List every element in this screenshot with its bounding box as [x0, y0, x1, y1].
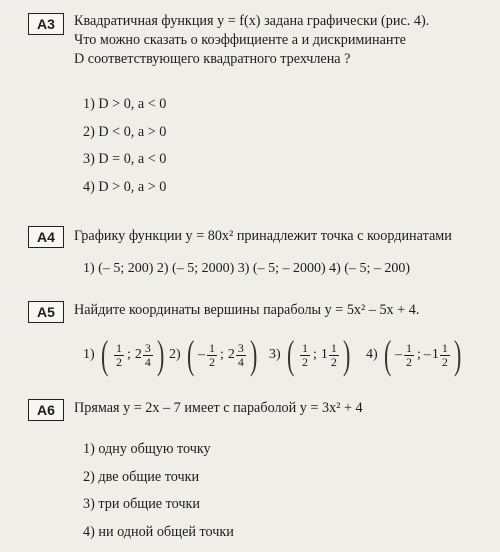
task-tag: A4 — [28, 226, 64, 248]
answer-option[interactable]: 3) D = 0, a < 0 — [83, 151, 167, 167]
answer-option[interactable]: 1) D > 0, a < 0 — [83, 96, 167, 112]
whole-part: 1 — [431, 347, 439, 362]
right-paren: ) — [342, 332, 351, 377]
sign: – — [198, 347, 205, 362]
numerator: 1 — [209, 340, 215, 355]
answer-option[interactable]: 3) три общие точки — [83, 496, 201, 512]
answer-option[interactable]: 4) ни одной общей точки — [83, 523, 234, 540]
fraction — [236, 342, 246, 369]
whole-part: 1 — [320, 347, 328, 362]
numerator: 1 — [116, 340, 122, 355]
denominator: 2 — [441, 354, 448, 369]
option-number: 4) — [366, 347, 378, 362]
numerator: 1 — [330, 340, 337, 355]
fraction — [404, 342, 414, 369]
answer-option[interactable] — [83, 333, 167, 377]
right-paren: ) — [156, 332, 165, 377]
mixed-number — [135, 342, 154, 369]
denominator: 2 — [209, 354, 215, 369]
numerator: 3 — [144, 340, 151, 355]
separator: ; — [220, 347, 224, 362]
fraction — [207, 342, 217, 369]
fraction — [329, 342, 339, 369]
numerator: 1 — [441, 340, 448, 355]
answer-option[interactable] — [169, 333, 260, 377]
denominator: 2 — [406, 354, 412, 369]
whole-part: 2 — [134, 347, 142, 362]
option-number: 1) — [83, 347, 95, 362]
option-number: 2) — [169, 347, 181, 362]
task-tag: A6 — [28, 399, 64, 421]
denominator: 4 — [144, 354, 151, 369]
answer-options — [83, 436, 234, 546]
task-tag: A3 — [28, 13, 64, 35]
mixed-number — [432, 342, 451, 369]
fraction — [114, 342, 124, 369]
question-line: Квадратичная функция y = f(x) задана графически (рис. 4). — [74, 13, 430, 29]
answer-option[interactable]: 4) D > 0, a > 0 — [83, 178, 167, 195]
fraction — [143, 342, 153, 369]
left-paren: ( — [186, 332, 195, 377]
denominator: 4 — [237, 354, 244, 369]
right-paren: ) — [453, 332, 462, 377]
separator: ; — [313, 347, 317, 362]
task-question — [74, 12, 470, 69]
denominator: 2 — [116, 354, 122, 369]
sign: – — [395, 347, 402, 362]
separator: ; — [417, 347, 421, 362]
answer-option[interactable] — [366, 333, 464, 377]
question-line: D соответствующего квадратного трехчлена ? — [74, 51, 351, 67]
task-question: Графику функции y = 80x² принадлежит точка с координатами — [74, 228, 452, 244]
mixed-number — [228, 342, 247, 369]
sign: – — [423, 347, 431, 362]
separator: ; — [127, 347, 131, 362]
answer-option[interactable]: 2) D < 0, a > 0 — [83, 123, 167, 140]
left-paren: ( — [286, 332, 295, 377]
option-number: 3) — [269, 347, 281, 362]
answer-option[interactable]: 2) две общие точки — [83, 468, 200, 485]
left-paren: ( — [383, 332, 392, 377]
answer-options-row[interactable]: 1) (– 5; 200) 2) (– 5; 2000) 3) (– 5; – 2000) 4) (– 5; – 200) — [83, 261, 411, 276]
mixed-number — [321, 342, 340, 369]
right-paren: ) — [249, 332, 258, 377]
numerator: 1 — [406, 340, 412, 355]
numerator: 3 — [237, 340, 244, 355]
left-paren: ( — [100, 332, 109, 377]
answer-options — [83, 91, 166, 201]
denominator: 2 — [330, 354, 337, 369]
whole-part: 2 — [227, 347, 235, 362]
answer-option[interactable] — [269, 333, 353, 377]
fraction — [440, 342, 450, 369]
numerator: 1 — [302, 340, 308, 355]
answer-option[interactable]: 1) одну общую точку — [83, 441, 211, 457]
denominator: 2 — [302, 354, 308, 369]
fraction — [300, 342, 310, 369]
task-question: Прямая y = 2x – 7 имеет с параболой y = 3x² + 4 — [74, 400, 363, 416]
task-question: Найдите координаты вершины параболы y = 5x² – 5x + 4. — [74, 302, 420, 318]
task-tag: A5 — [28, 301, 64, 323]
question-line: Что можно сказать о коэффициенте a и дискриминанте — [74, 32, 406, 48]
